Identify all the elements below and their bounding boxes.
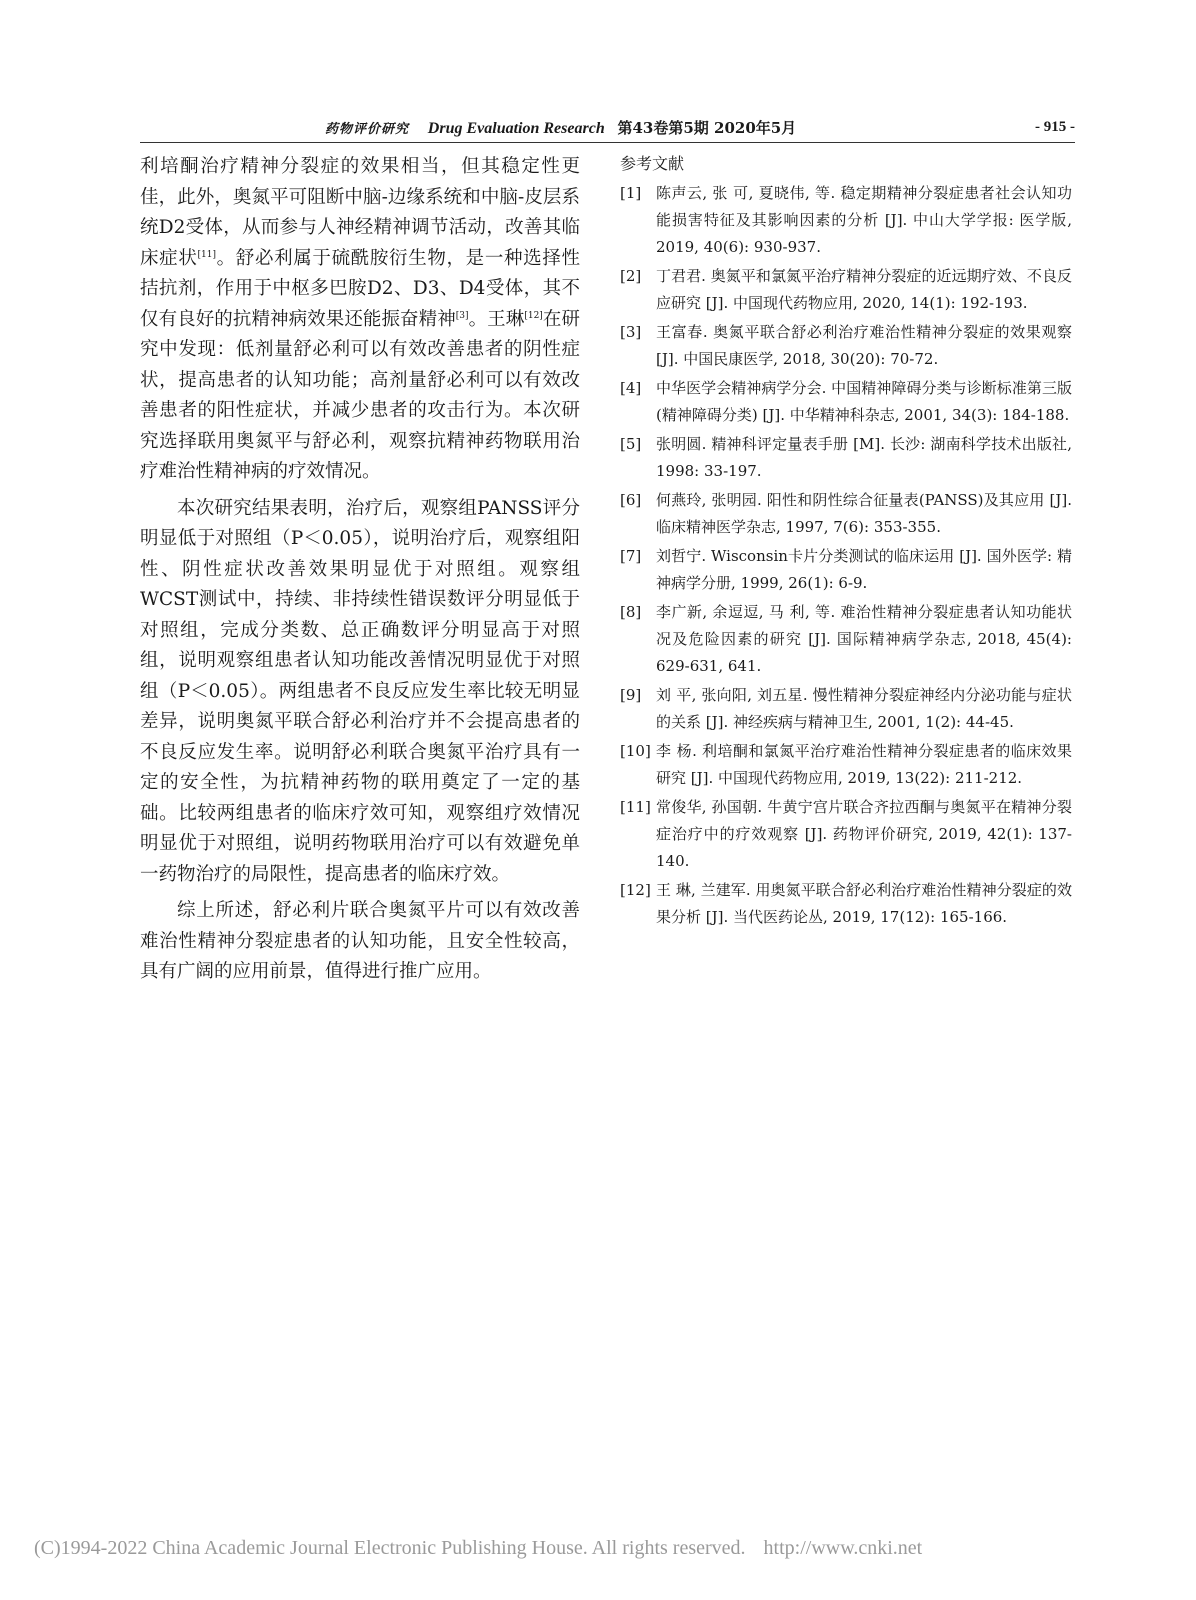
reference-item: [620, 682, 1072, 736]
reference-item: [620, 487, 1072, 541]
citation-12: [12]: [524, 310, 543, 321]
citation-3: [3]: [455, 310, 469, 321]
paragraph-3: 综上所述，舒必利片联合奥氮平片可以有效改善难治性精神分裂症患者的认知功能，且安全性较高，具有广阔的应用前景，值得进行推广应用。: [140, 900, 580, 982]
journal-header: [325, 117, 796, 138]
citation-11: [11]: [197, 249, 216, 260]
reference-item: [620, 263, 1072, 317]
reference-number: [3]: [620, 323, 642, 341]
paragraph-1-part-a: 利培酮治疗精神分裂症的效果相当，但其稳定性更佳，此外，奥氮平可阻断中脑-边缘系统和中脑-皮层系统D2受体，从而参与人神经精神调节活动，改善其临床症状: [140, 156, 580, 269]
reference-text: 常俊华, 孙国朝. 牛黄宁宫片联合齐拉西酮与奥氮平在精神分裂症治疗中的疗效观察 [J]. 药物评价研究, 2019, 42(1): 137-140.: [656, 798, 1072, 870]
paragraph-1: [140, 152, 580, 488]
reference-text: 刘哲宁. Wisconsin卡片分类测试的临床运用 [J]. 国外医学: 精神病学分册, 1999, 26(1): 6-9.: [656, 547, 1072, 592]
reference-item: [620, 877, 1072, 931]
reference-text: 刘 平, 张向阳, 刘五星. 慢性精神分裂症神经内分泌功能与症状的关系 [J]. 神经疾病与精神卫生, 2001, 1(2): 44-45.: [656, 686, 1072, 731]
reference-number: [12]: [620, 881, 651, 899]
reference-number: [10]: [620, 742, 651, 760]
reference-list: [620, 180, 1072, 931]
references-column: [620, 150, 1072, 933]
reference-text: 李 杨. 利培酮和氯氮平治疗难治性精神分裂症患者的临床效果研究 [J]. 中国现代药物应用, 2019, 13(22): 211-212.: [656, 742, 1072, 787]
reference-text: 丁君君. 奥氮平和氯氮平治疗精神分裂症的近远期疗效、不良反应研究 [J]. 中国现代药物应用, 2020, 14(1): 192-193.: [656, 267, 1072, 312]
reference-item: [620, 431, 1072, 485]
reference-text: 何燕玲, 张明园. 阳性和阴性综合征量表(PANSS)及其应用 [J]. 临床精神医学杂志, 1997, 7(6): 353-355.: [656, 491, 1072, 536]
references-title: 参考文献: [620, 154, 685, 173]
reference-number: [8]: [620, 603, 642, 621]
reference-text: 中华医学会精神病学分会. 中国精神障碍分类与诊断标准第三版(精神障碍分类) [J]. 中华精神科杂志, 2001, 34(3): 184-188.: [656, 379, 1072, 424]
copyright-footer: [34, 1537, 1134, 1560]
reference-text: 李广新, 余逗逗, 马 利, 等. 难治性精神分裂症患者认知功能状况及危险因素的研究 [J]. 国际精神病学杂志, 2018, 45(4): 629-631, 641.: [656, 603, 1072, 675]
paragraph-1-part-c: 。王琳: [468, 308, 525, 330]
journal-logo: 药物评价研究: [325, 122, 410, 137]
reference-text: 王富春. 奥氮平联合舒必利治疗难治性精神分裂症的效果观察 [J]. 中国民康医学, 2018, 30(20): 70-72.: [656, 323, 1072, 368]
cnki-link[interactable]: http://www.cnki.net: [763, 1537, 923, 1559]
reference-item: [620, 543, 1072, 597]
reference-text: 张明圆. 精神科评定量表手册 [M]. 长沙: 湖南科学技术出版社, 1998: 33-197.: [656, 435, 1072, 480]
reference-item: [620, 319, 1072, 373]
reference-item: [620, 180, 1072, 261]
running-header: [140, 117, 1075, 143]
reference-item: [620, 375, 1072, 429]
copyright-text: (C)1994-2022 China Academic Journal Electronic Publishing House. All rights reserved.: [34, 1537, 746, 1559]
paragraph-2: 本次研究结果表明，治疗后，观察组PANSS评分明显低于对照组（P＜0.05），说明治疗后，观察组阳性、阴性症状改善效果明显优于对照组。观察组WCST测试中，持续、非持续性错误数评分明显低于对照组，完成分类数、总正确数评分明显高于对照组，说明观察组患者认知功能改善情况明显优于对照组（P＜0.05）。两组患者不良反应发生率比较无明显差异，说明奥氮平联合舒必利治疗并不会提高患者的不良反应发生率。说明舒必利联合奥氮平治疗具有一定的安全性，为抗精神药物的联用奠定了一定的基础。比较两组患者的临床疗效可知，观察组疗效情况明显优于对照组，说明药物联用治疗可以有效避免单一药物治疗的局限性，提高患者的临床疗效。: [140, 497, 580, 885]
reference-number: [2]: [620, 267, 642, 285]
header-rule: [140, 142, 1075, 143]
reference-text: 陈声云, 张 可, 夏晓伟, 等. 稳定期精神分裂症患者社会认知功能损害特征及其影响因素的分析 [J]. 中山大学学报: 医学版, 2019, 40(6): 930-937.: [656, 184, 1072, 256]
reference-item: [620, 599, 1072, 680]
reference-number: [9]: [620, 686, 642, 704]
reference-item: [620, 738, 1072, 792]
reference-number: [7]: [620, 547, 642, 565]
reference-number: [1]: [620, 184, 642, 202]
reference-number: [5]: [620, 435, 642, 453]
reference-number: [11]: [620, 798, 651, 816]
reference-text: 王 琳, 兰建军. 用奥氮平联合舒必利治疗难治性精神分裂症的效果分析 [J]. 当代医药论丛, 2019, 17(12): 165-166.: [656, 881, 1072, 926]
page-number: - 915 -: [1035, 119, 1075, 135]
reference-number: [6]: [620, 491, 642, 509]
paragraph-1-part-d: 在研究中发现：低剂量舒必利可以有效改善患者的阴性症状，提高患者的认知功能；高剂量舒必利可以有效改善患者的阳性症状，并减少患者的攻击行为。本次研究选择联用奥氮平与舒必利，观察抗精神药物联用治疗难治性精神病的疗效情况。: [140, 308, 580, 482]
journal-name: Drug Evaluation Research: [427, 120, 605, 137]
body-text-column: [140, 152, 580, 988]
issue-info: 第43卷第5期 2020年5月: [617, 119, 797, 137]
reference-number: [4]: [620, 379, 642, 397]
reference-item: [620, 794, 1072, 875]
paragraph-1-part-b: 。舒必利属于硫酰胺衍生物，是一种选择性拮抗剂，作用于中枢多巴胺D2、D3、D4受体，其不仅有良好的抗精神病效果还能振奋精神: [140, 247, 580, 330]
